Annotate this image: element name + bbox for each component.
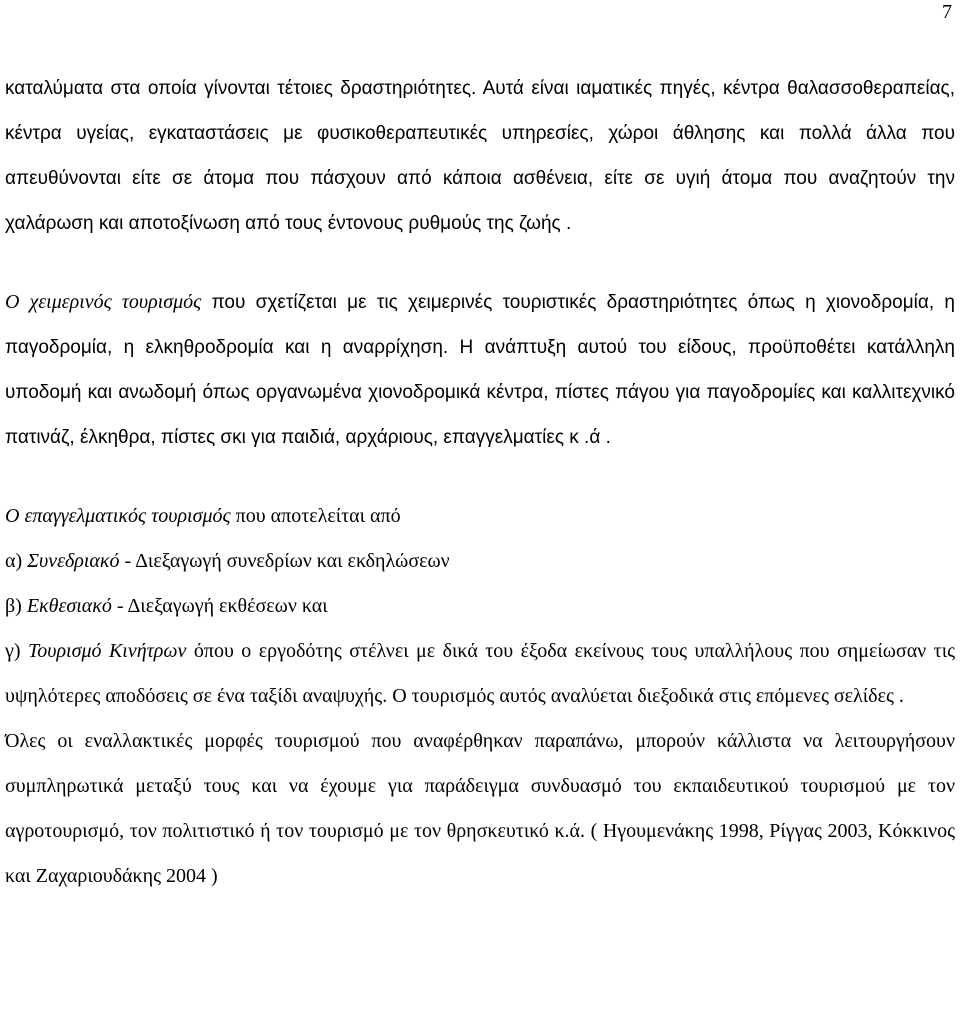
paragraph-text: καταλύματα στα οποία γίνονται τέτοιες δραστηριότητες. Αυτά είναι ιαματικές πηγές, κέντρα θαλασσοθεραπείας, κέντρα υγείας, εγκαταστάσεις με φυσικοθεραπευτικές υπηρεσίες, χώροι άθλησης και πολλά άλλα που απευθύνονται είτε σε άτομα που πάσχουν από κάποια ασθένεια, είτε σε υγιή άτομα που αναζητούν την χαλάρωση και αποτοξίνωση από τους έντονους ρυθμούς της ζωής . (5, 78, 955, 234)
list-item-term: Συνεδριακό (27, 550, 120, 572)
list-item-term: Εκθεσιακό (26, 595, 112, 617)
heading-text: που αποτελείται από (230, 505, 401, 527)
list-item-conference: α) Συνεδριακό - Διεξαγωγή συνεδρίων και εκδηλώσεων (5, 550, 450, 572)
business-tourism-heading (5, 494, 955, 539)
business-tourism-term: Ο επαγγελματικός τουρισμός (5, 505, 231, 527)
paragraph-health-tourism (5, 66, 955, 246)
list-item-incentive: γ) Τουρισμό Κινήτρων όπου ο εργοδότης στέλνει με δικά του έξοδα εκείνους τους υπαλλήλους που σημείωσαν τις υψηλότερες αποδόσεις σε ένα ταξίδι αναψυχής. Ο τουρισμός αυτός αναλύεται διεξοδικά στις επόμενες σελίδες . (5, 640, 956, 707)
paragraph-text: που σχετίζεται με τις χειμερινές τουριστικές δραστηριότητες όπως η χιονοδρομία, η παγοδρομία, η ελκηθροδρομία και η αναρρίχηση. Η ανάπτυξη αυτού του είδους, προϋποθέτει κατάλληλη υποδομή και ανωδομή όπως οργανωμένα χιονοδρομικά κέντρα, πίστες πάγου για παγοδρομίες και καλλιτεχνικό πατινάζ, έλκηθρα, πίστες σκι για παιδιά, αρχάριους, επαγγελματίες κ .ά . (5, 292, 955, 448)
business-tourism-note: Ο τουρισμός αυτός αναλύεται διεξοδικά στις επόμενες σελίδες . (387, 685, 904, 707)
paragraph-text: Όλες οι εναλλακτικές μορφές τουρισμού που αναφέρθηκαν παραπάνω, μπορούν κάλλιστα να λειτουργήσουν συμπληρωτικά μεταξύ τους και να έχουμε για παράδειγμα συνδυασμό του εκπαιδευτικού τουρισμού με τον αγροτουρισμό, τον πολιτιστικό ή τον τουρισμό με τον θρησκευτικό κ.ά. (5, 730, 955, 842)
paragraph-combined-forms (5, 719, 955, 899)
citation: ( Ηγουμενάκης 1998, Ρίγγας 2003, Κόκκινος και Ζαχαριουδάκης 2004 ) (5, 820, 955, 887)
business-tourism-section (5, 494, 955, 899)
page-number: 7 (942, 1, 952, 23)
paragraph-winter-tourism (5, 280, 955, 460)
winter-tourism-term: Ο χειμερινός τουρισμός (5, 291, 202, 313)
document-body (5, 66, 955, 899)
list-item-exhibition: β) Εκθεσιακό - Διεξαγωγή εκθέσεων και (5, 595, 328, 617)
list-item-term: Τουρισμό Κινήτρων (27, 640, 187, 662)
